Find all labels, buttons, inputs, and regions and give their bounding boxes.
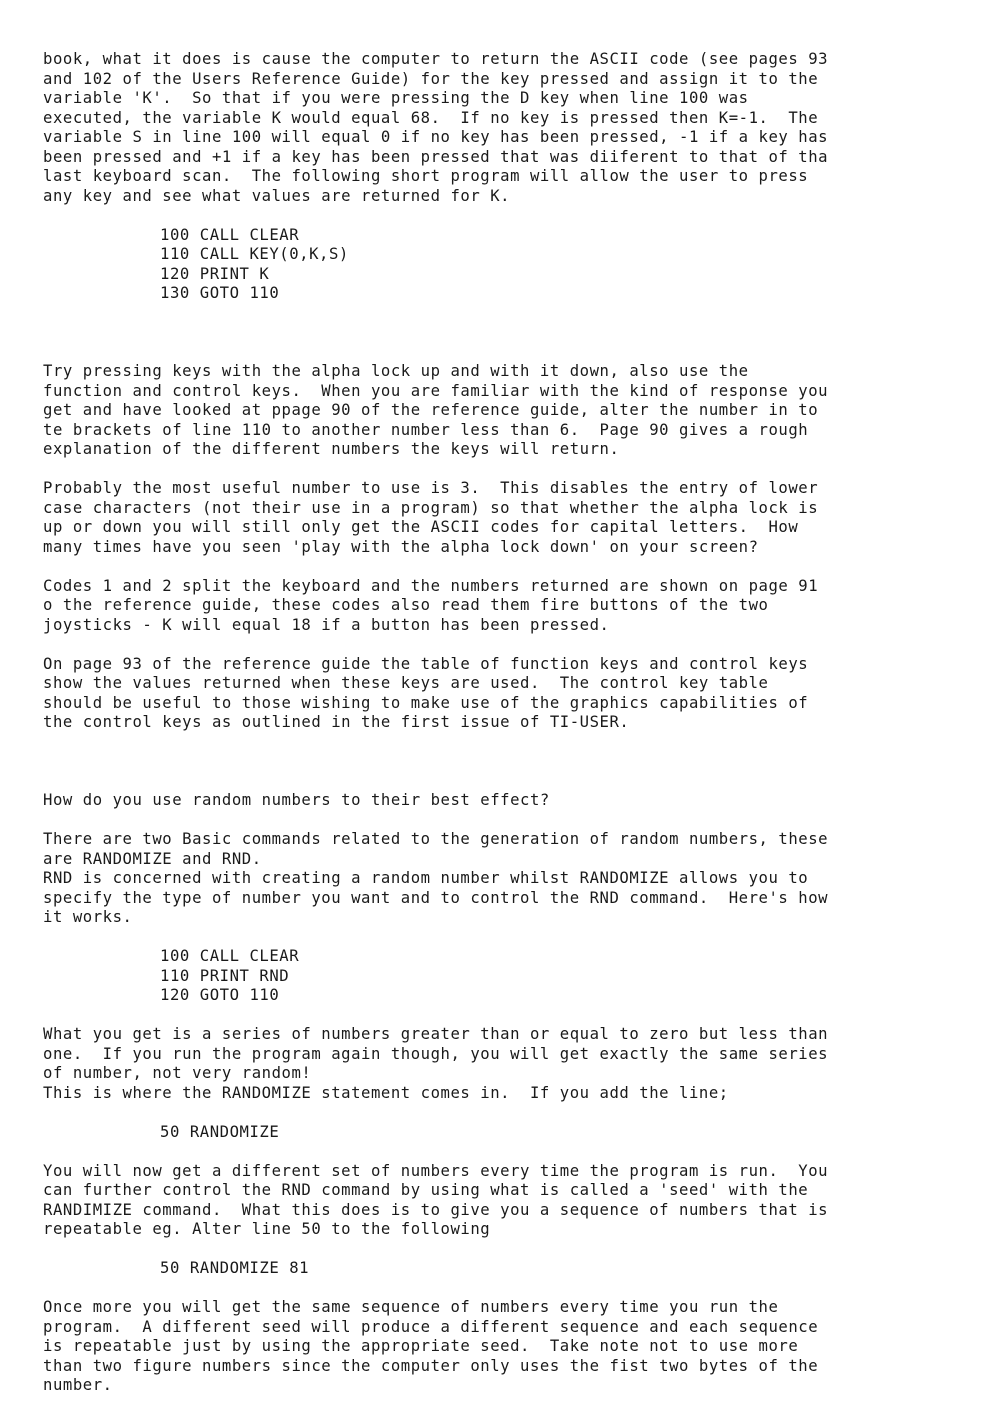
text-line: There are two Basic commands related to the generation of random numbers, these <box>43 830 829 848</box>
text-line: is repeatable just by using the appropriate seed. Take note not to use more <box>43 1337 799 1355</box>
code-line: 100 CALL CLEAR <box>160 947 300 965</box>
text-line: one. If you run the program again though, you will get exactly the same series <box>43 1044 829 1063</box>
text-line: program. A different seed will produce a different sequence and each sequence <box>43 1317 819 1336</box>
text-line: the control keys as outlined in the first issue of TI-USER. <box>43 713 630 731</box>
paragraph <box>43 362 963 460</box>
code-line: 120 PRINT K <box>160 264 270 283</box>
code-line: 130 GOTO 110 <box>160 284 280 302</box>
text-line: many times have you seen 'play with the alpha lock down' on your screen? <box>43 537 759 556</box>
text-line: are RANDOMIZE and RND. <box>43 849 262 868</box>
paragraph <box>43 655 963 733</box>
text-line: On page 93 of the reference guide the table of function keys and control keys <box>43 654 809 673</box>
paragraph <box>43 830 963 928</box>
code-listing <box>43 947 963 1006</box>
code-line: 110 PRINT RND <box>160 966 290 985</box>
code-line: 110 CALL KEY(0,K,S) <box>160 245 349 263</box>
text-line: it works. <box>43 908 133 926</box>
text-line: Codes 1 and 2 split the keyboard and the numbers returned are shown on page 91 <box>43 576 819 595</box>
text-line: last keyboard scan. The following short program will allow the user to press <box>43 167 809 185</box>
code-line: 50 RANDOMIZE 81 <box>160 1259 310 1277</box>
text-line: up or down you will still only get the ASCII codes for capital letters. How <box>43 518 799 536</box>
text-line: function and control keys. When you are familiar with the kind of response you <box>43 381 829 400</box>
document-page <box>43 50 963 1415</box>
text-line: specify the type of number you want and to control the RND command. Here's how <box>43 888 829 907</box>
paragraph <box>43 1162 963 1240</box>
paragraph <box>43 577 963 636</box>
code-listing <box>43 1123 963 1143</box>
text-line: can further control the RND command by using what is called a 'seed' with the <box>43 1181 809 1199</box>
code-listing <box>43 1259 963 1279</box>
text-line: get and have looked at ppage 90 of the reference guide, alter the number in to <box>43 401 819 419</box>
text-line: te brackets of line 110 to another number less than 6. Page 90 gives a rough <box>43 420 809 439</box>
code-line: 50 RANDOMIZE <box>160 1122 280 1141</box>
paragraph <box>43 1025 963 1103</box>
text-line: How do you use random numbers to their best effect? <box>43 791 550 809</box>
code-line: 100 CALL CLEAR <box>160 225 300 244</box>
text-line: repeatable eg. Alter line 50 to the following <box>43 1220 491 1238</box>
text-line: RND is concerned with creating a random number whilst RANDOMIZE allows you to <box>43 869 809 887</box>
paragraph <box>43 791 963 811</box>
text-line: Once more you will get the same sequence of numbers every time you run the <box>43 1298 779 1316</box>
paragraph <box>43 1298 963 1396</box>
text-line: number. <box>43 1376 113 1394</box>
text-line: joysticks - K will equal 18 if a button has been pressed. <box>43 615 610 634</box>
paragraph <box>43 479 963 557</box>
text-line: o the reference guide, these codes also read them fire buttons of the two <box>43 596 769 614</box>
text-line: case characters (not their use in a program) so that whether the alpha lock is <box>43 498 819 517</box>
text-line: explanation of the different numbers the keys will return. <box>43 440 620 458</box>
text-line: RANDIMIZE command. What this does is to give you a sequence of numbers that is <box>43 1200 829 1219</box>
text-line: any key and see what values are returned for K. <box>43 186 511 205</box>
text-line: been pressed and +1 if a key has been pressed that was diiferent to that of tha <box>43 147 829 166</box>
text-line: Try pressing keys with the alpha lock up and with it down, also use the <box>43 362 749 380</box>
text-line: than two figure numbers since the computer only uses the fist two bytes of the <box>43 1356 819 1375</box>
text-line: variable S in line 100 will equal 0 if no key has been pressed, -1 if a key has <box>43 128 829 146</box>
text-line: and 102 of the Users Reference Guide) for the key pressed and assign it to the <box>43 69 819 88</box>
text-line: You will now get a different set of numbers every time the program is run. You <box>43 1161 829 1180</box>
text-line: of number, not very random! <box>43 1064 312 1082</box>
paragraph <box>43 50 963 206</box>
text-line: This is where the RANDOMIZE statement comes in. If you add the line; <box>43 1083 729 1102</box>
code-listing <box>43 226 963 304</box>
text-line: variable 'K'. So that if you were pressing the D key when line 100 was <box>43 89 749 107</box>
code-line: 120 GOTO 110 <box>160 986 280 1004</box>
text-line: What you get is a series of numbers greater than or equal to zero but less than <box>43 1025 829 1043</box>
text-line: should be useful to those wishing to make use of the graphics capabilities of <box>43 693 809 712</box>
text-line: executed, the variable K would equal 68. If no key is pressed then K=-1. The <box>43 108 819 127</box>
text-line: book, what it does is cause the computer to return the ASCII code (see pages 93 <box>43 50 829 68</box>
text-line: Probably the most useful number to use is 3. This disables the entry of lower <box>43 479 819 497</box>
text-line: show the values returned when these keys are used. The control key table <box>43 674 769 692</box>
